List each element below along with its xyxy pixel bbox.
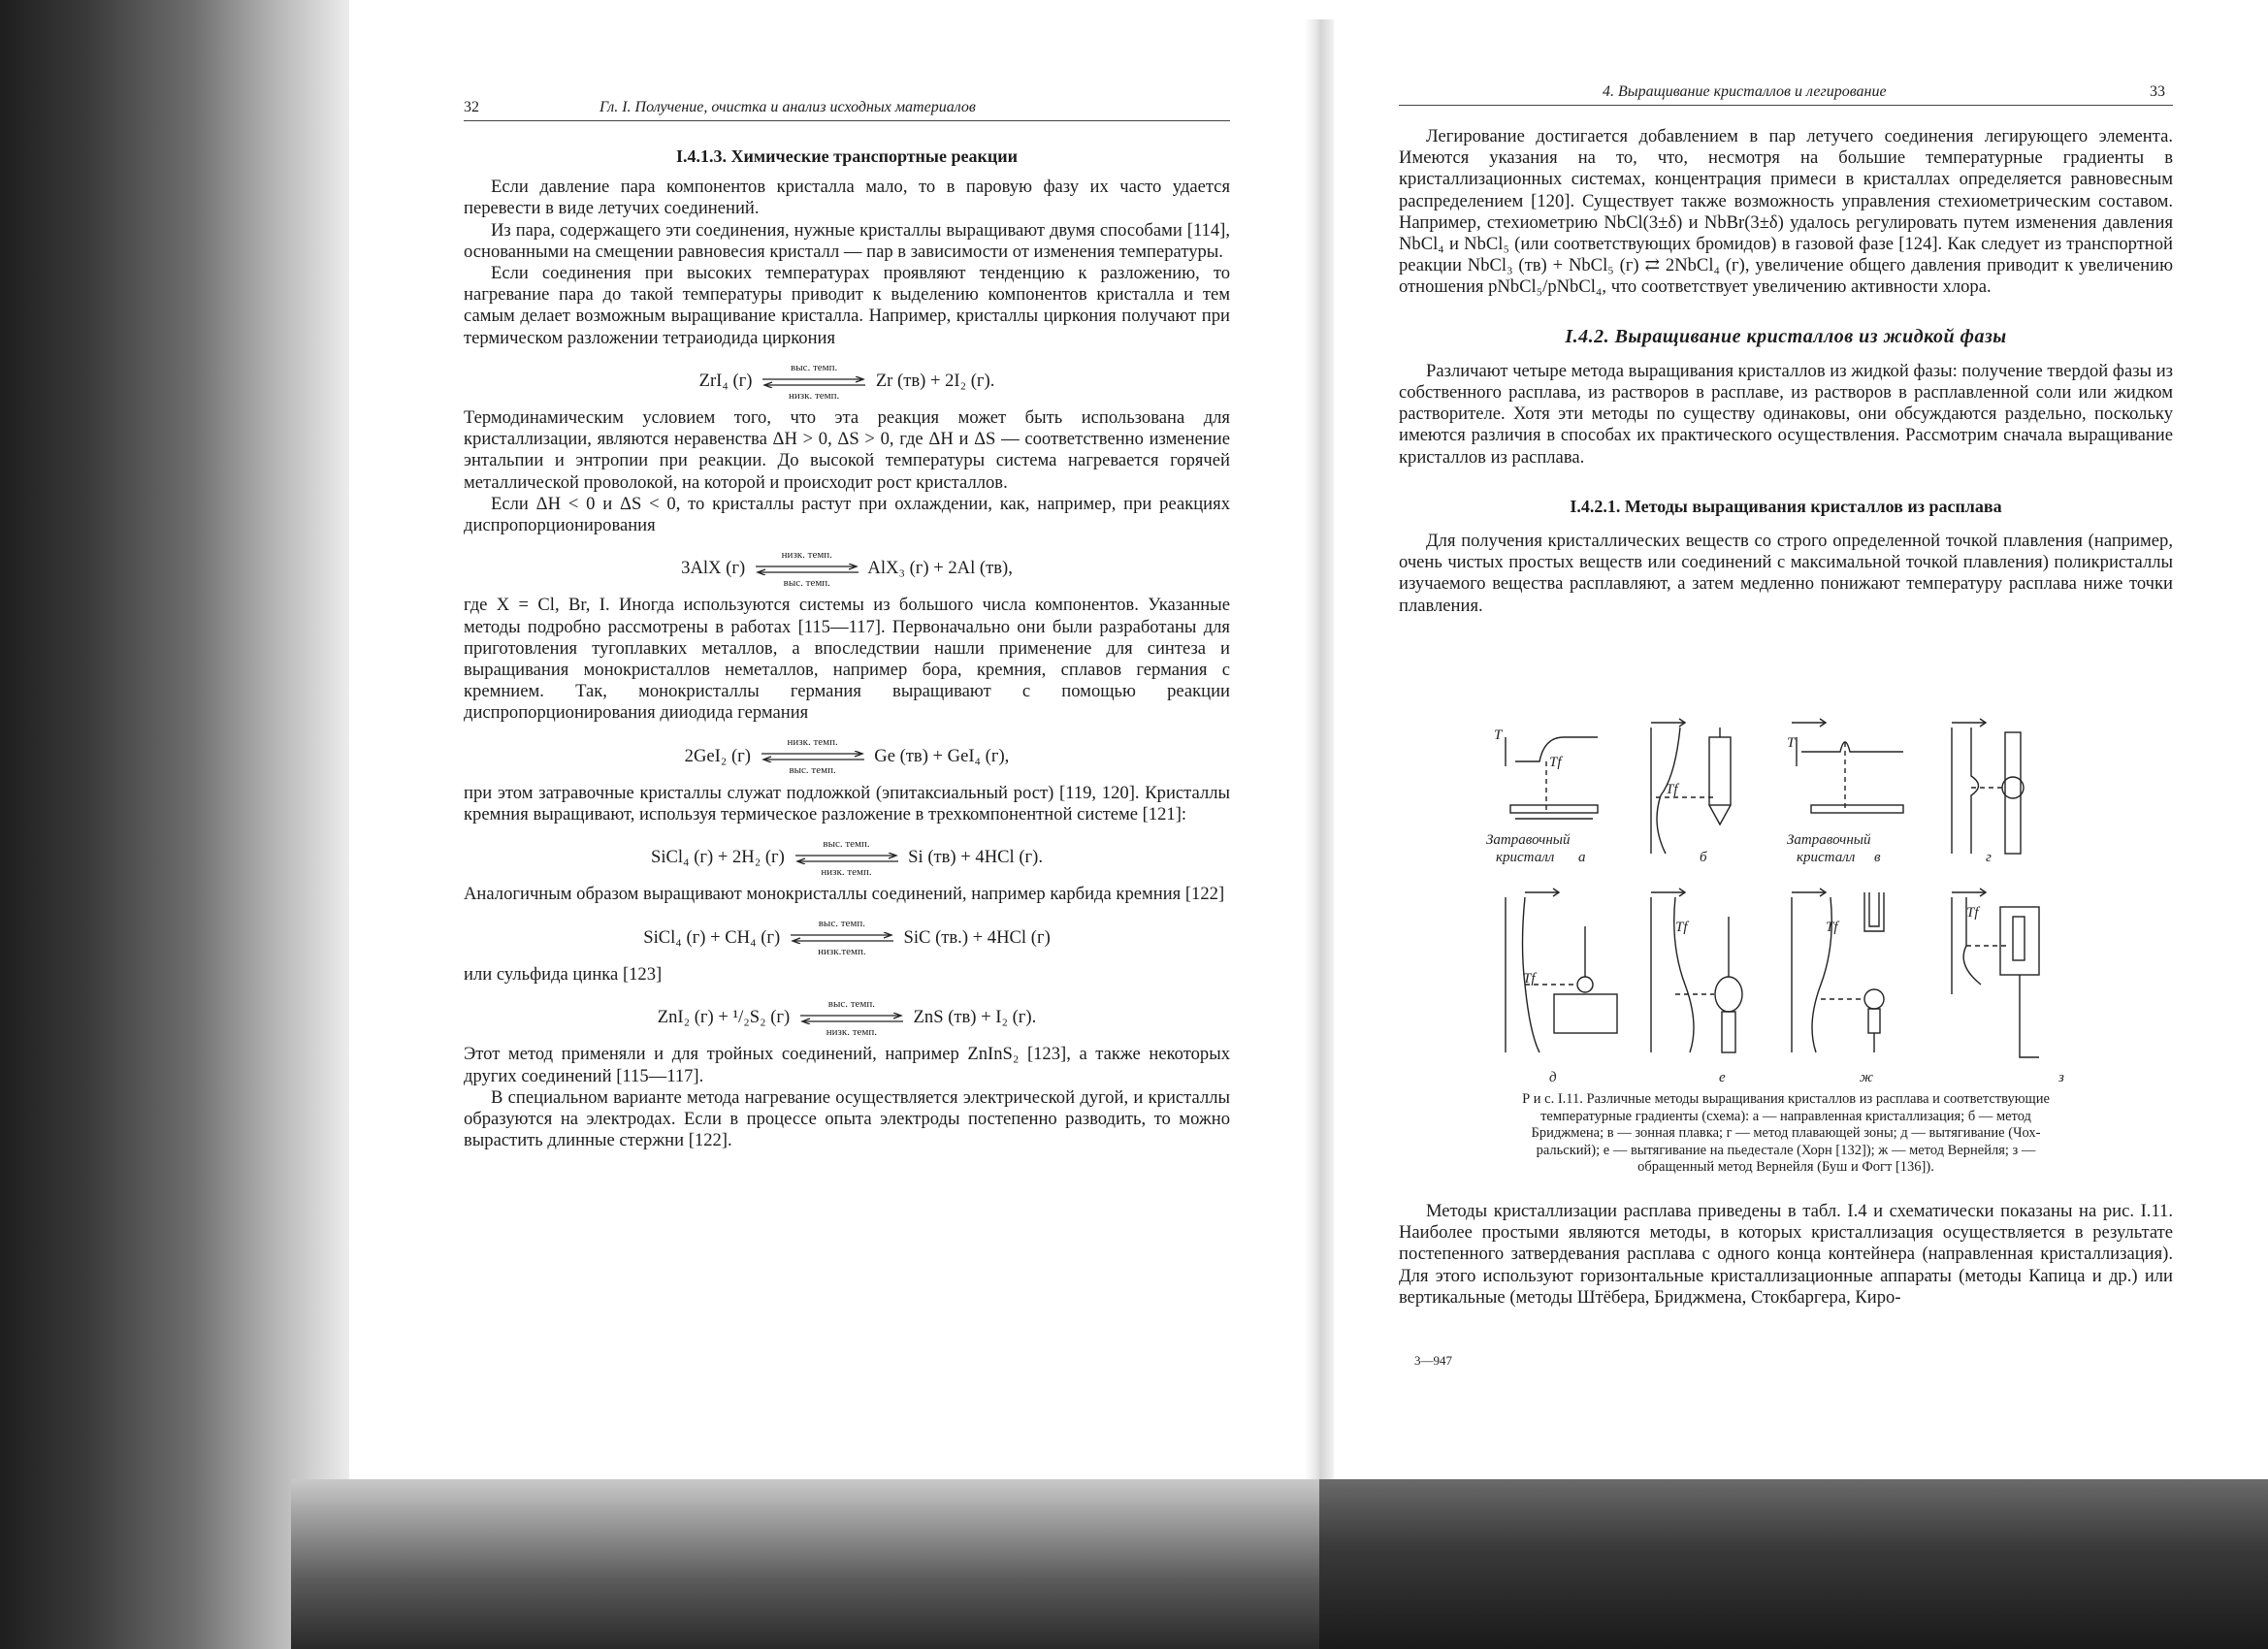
paragraph: Для получения кристаллических веществ со строго определенной точкой плавления (например, очень чистых простых веществ или соединений с максимальной точкой плавления) поликристаллы изучаемого вещества расплавляют, а затем медленно понижают температуру расплава ниже точки плавления. [1399,531,2173,616]
eq-arrow-bottom: низк. темп. [821,866,872,879]
figure-crystal-growth-methods [1486,718,2155,1106]
paragraph: Легирование достигается добавлением в пар летучего соединения легирующего элемента. Имеются указания на то, что, несмотря на большие температурные градиенты в кристаллизационных системах, концентрация примеси в кристаллах определяется равновесным распределением [120]. Существует также возможность управления стехиометрическим составом. Например, стехиометрию NbCl(3±δ) и NbBr(3±δ) удалось регулировать путем изменения давления NbCl₄ и NbCl₅ (или соответствующих бромидов) в газовой фазе [124]. Как следует из транспортной реакции NbCl₃ (тв) + NbCl₅ (г) ⇄ 2NbCl₄ (г), увеличение общего давления приводит к увеличению отношения pNbCl₅/pNbCl₄, что соответствует увеличению активности хлора. [1399,126,2173,298]
panel-e [1506,889,1617,1085]
equilibrium-arrow-icon [754,564,860,575]
equation-2 [464,548,1230,589]
label-T: T [1494,728,1503,743]
right-page [1399,0,2173,1474]
eq-arrow [794,838,900,879]
panel-c [1787,719,1903,865]
paragraph: Если соединения при высоких температурах проявляют тенденцию к разложению, то нагревание пара до такой температуры приводит к выделению компонентов кристалла и тем самым делает возможным выращивание кристалла. Например, кристаллы циркония получают при термическом разложении тетраиодида циркония [464,263,1230,348]
eq-arrow-bottom: выс. темп. [783,576,830,589]
signature-code: 3—947 [1414,1353,1452,1368]
eq-arrow-top: выс. темп. [791,361,838,373]
panel-b [1651,719,1731,865]
label-Tf: Tf [1666,782,1678,797]
eq-arrow [761,361,867,402]
eq-arrow-top: низк. темп. [787,736,838,749]
eq-arrow-top: выс. темп. [818,918,865,930]
right-body-bottom [1399,1201,2173,1309]
paragraph: или сульфида цинка [123] [464,963,663,985]
caption-line: обращенный метод Вернейля (Буш и Фогт [136]). [1637,1159,1934,1175]
eq-arrow [798,997,905,1038]
running-title: Гл. I. Получение, очистка и анализ исходных материалов [599,99,976,115]
page-number: 33 [2150,83,2165,100]
eq-rhs: ZnS (тв) + I₂ (г). [913,1007,1037,1028]
eq-arrow [789,918,895,958]
panel-label: г [1986,850,1992,865]
left-page [464,0,1230,1474]
eq-arrow-bottom: выс. темп. [789,764,836,777]
panel-h [1952,889,2064,1085]
section-heading: I.4.2. Выращивание кристаллов из жидкой фазы [1565,325,2007,347]
eq-arrow-bottom: низк. темп. [826,1025,878,1038]
panel-f [1651,889,1742,1085]
equation-5 [464,918,1230,958]
equation-3 [464,736,1230,777]
panel-label: ж [1860,1070,1873,1085]
left-body [464,146,1230,1151]
seed-label-2: кристалл [1496,850,1555,865]
eq-arrow-bottom: низк. темп. [789,389,840,402]
paragraph: Если ΔH < 0 и ΔS < 0, то кристаллы растут при охлаждении, как, например, при реакциях диспропорционирования [464,493,1230,536]
eq-rhs: Zr (тв) + 2I₂ (г). [875,370,995,391]
eq-arrow-top: выс. темп. [823,838,870,851]
right-body-top [1399,126,2173,617]
equation-4 [464,838,1230,879]
panel-label: а [1578,850,1586,865]
panel-a [1486,728,1598,865]
eq-lhs: ZrI₄ (г) [698,370,753,391]
eq-lhs: SiCl₄ (г) + 2H₂ (г) [650,847,785,868]
equation-6 [464,997,1230,1038]
eq-lhs: ZnI₂ (г) + ¹/₂S₂ (г) [657,1007,791,1028]
eq-lhs: 3AlX (г) [681,558,746,579]
seed-label-1: Затравочный [1486,832,1571,848]
caption-line: Бриджмена; в — зонная плавка; г — метод плавающей зоны; д — вытягивание (Чох- [1531,1125,2041,1141]
right-running-head [1399,81,2173,106]
eq-arrow [754,548,860,589]
label-Tf: Tf [1966,905,1979,921]
label-Tf: Tf [1523,971,1536,986]
panel-g [1792,889,1884,1085]
panel-label: д [1549,1070,1557,1085]
eq-arrow-top: низк. темп. [781,548,832,561]
paragraph: Методы кристаллизации расплава приведены в табл. I.4 и схематически показаны на рис. I.11. Наиболее простыми являются методы, в которых кристаллизация осуществляется в результате постепенного затвердевания расплава с одного конца контейнера (направленная кристаллизация). Для этого используют горизонтальные кристаллизационные аппараты (методы Капица и др.) или вертикальные (методы Штёбера, Бриджмена, Стокбаргера, Киро- [1399,1201,2173,1308]
subsection-heading: I.4.2.1. Методы выращивания кристаллов из расплава [1570,496,2002,516]
book-gutter [1305,19,1334,1484]
eq-rhs: AlX₃ (г) + 2Al (тв), [867,558,1013,579]
equilibrium-arrow-icon [794,853,900,864]
seed-label-2: кристалл [1797,850,1856,865]
scan-shadow-bottom-right [1319,1479,2268,1649]
seed-label-1: Затравочный [1787,832,1871,848]
panel-label: в [1874,850,1881,865]
left-running-head [464,97,1230,121]
equilibrium-arrow-icon [760,751,866,762]
paragraph: В специальном варианте метода нагревание осуществляется электрической дугой, и кристаллы образуются на электродах. Если в процессе опыта электроды постепенно разводить, то можно вырастить длинные стержни [122]. [464,1086,1230,1151]
scan-shadow-left [0,0,349,1649]
eq-rhs: Ge (тв) + GeI₄ (г), [874,745,1010,766]
eq-lhs: SiCl₄ (г) + CH₄ (г) [643,926,781,948]
caption-line: температурные градиенты (схема): а — направленная кристаллизация; б — метод [1540,1108,2031,1124]
panel-label: б [1700,850,1707,865]
panel-label: е [1719,1070,1726,1085]
equilibrium-arrow-icon [761,376,867,388]
paragraph: при этом затравочные кристаллы служат подложкой (эпитаксиальный рост) [119, 120]. Кристаллы кремния выращивают, используя термическое разложение в трехкомпонентной системе [121]: [464,782,1230,825]
equilibrium-arrow-icon [789,932,895,944]
crystal-growth-schematics [1486,718,2155,1106]
equation-1 [464,361,1230,402]
equilibrium-arrow-icon [798,1013,905,1024]
eq-arrow [760,736,866,777]
label-Tf: Tf [1675,920,1688,935]
paragraph: Аналогичным образом выращивают монокристаллы соединений, например карбида кремния [122] [464,884,1225,905]
label-Tf: Tf [1549,755,1562,770]
label-Tf: Tf [1826,920,1838,935]
eq-lhs: 2GeI₂ (г) [684,745,751,766]
paragraph: Термодинамическим условием того, что эта реакция может быть использована для кристаллизации, являются неравенства ΔH > 0, ΔS > 0, где ΔH и ΔS — соответственно изменение энтальпии и энтропии при реакции. До высокой температуры система нагревается горячей металлической проволокой, на которой и происходит рост кристаллов. [464,407,1230,493]
label-T: T [1787,735,1796,751]
panel-d [1952,719,2024,865]
caption-line: Р и с. I.11. Различные методы выращивания кристаллов из расплава и соответствующие [1522,1091,2050,1107]
paragraph: Различают четыре метода выращивания кристаллов из жидкой фазы: получение твердой фазы из собственного расплава, из растворов в расплаве, из растворов в расплавленной соли или жидком растворителе. Хотя эти методы по существу одинаковы, они обсуждаются раздельно, поскольку имеются различия в способах их практического осуществления. Рассмотрим сначала выращивание кристаллов из расплава. [1399,360,2173,468]
paragraph: Этот метод применяли и для тройных соединений, например ZnInS₂ [123], а также некоторых других соединений [115—117]. [464,1044,1230,1086]
running-title: 4. Выращивание кристаллов и легирование [1603,83,1887,100]
eq-rhs: SiC (тв.) + 4HCl (г) [903,926,1051,948]
eq-arrow-bottom: низк.темп. [818,946,866,958]
paragraph: Из пара, содержащего эти соединения, нужные кристаллы выращивают двумя способами [114], основанными на смещении равновесия кристалл — пар в зависимости от изменения температуры. [464,219,1230,262]
paragraph: Если давление пара компонентов кристалла мало, то в паровую фазу их часто удается перевести в виде летучих соединений. [464,177,1230,219]
caption-line: ральский); е — вытягивание на пьедестале (Хорн [132]); ж — метод Вернейля; з — [1536,1142,2036,1158]
panel-label: з [2058,1070,2064,1085]
eq-arrow-top: выс. темп. [827,997,876,1010]
section-heading: I.4.1.3. Химические транспортные реакции [676,146,1018,166]
figure-caption [1399,1091,2173,1177]
paragraph: где X = Cl, Br, I. Иногда используются системы из большого числа компонентов. Указанные методы подробно рассмотрены в работах [115—117]. Первоначально они были разработаны для приготовления тугоплавких металлов, а впоследствии нашли применение для синтеза и выращивания монокристаллов неметаллов, например бора, кремния, сплавов германия с кремнием. Так, монокристаллы германия выращивают с помощью реакции диспропорционирования дииодида германия [464,595,1230,724]
eq-rhs: Si (тв) + 4HCl (г). [908,847,1043,868]
page-number: 32 [464,99,479,115]
